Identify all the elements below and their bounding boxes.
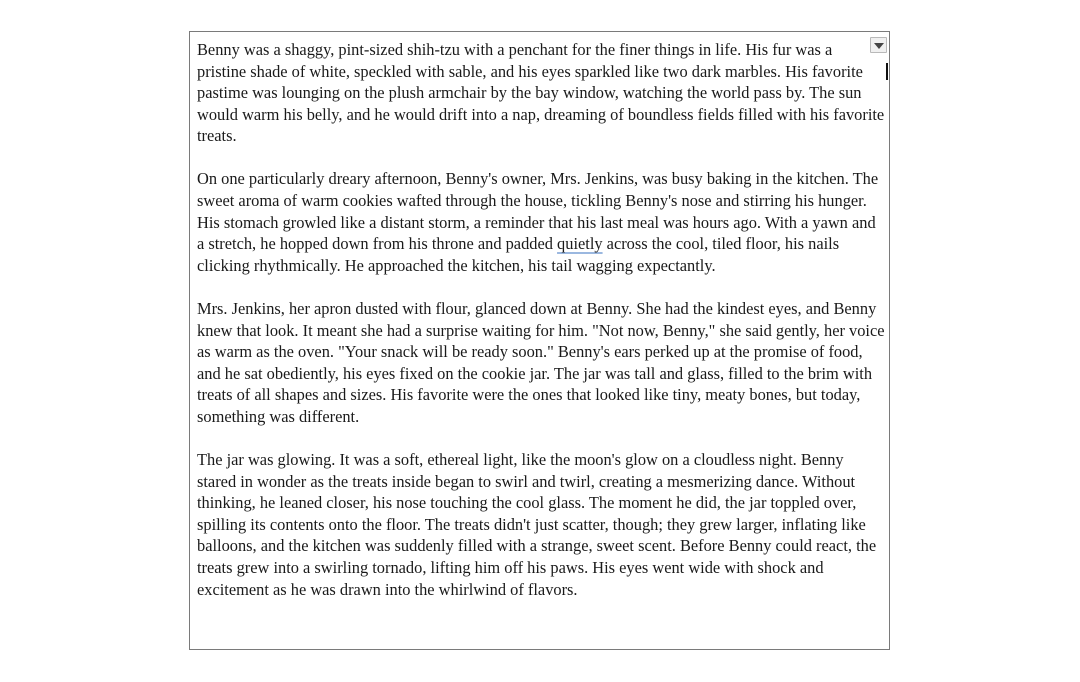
spellcheck-marked-word[interactable]: quietly xyxy=(557,234,603,254)
chevron-down-icon xyxy=(874,43,884,49)
paragraph-2 xyxy=(197,168,885,276)
paragraph-4 xyxy=(197,449,885,600)
paragraph-3 xyxy=(197,298,885,428)
paragraph-4-text: The jar was glowing. It was a soft, ethereal light, like the moon's glow on a cloudless night. Benny stared in wonder as the treats inside began to swirl and twirl, creating a mesmerizing dance. Without thinking, he leaned closer, his nose touching the cool glass. The moment he did, the jar toppled over, spilling its contents onto the floor. The treats didn't just scatter, though; they grew larger, inflating like balloons, and the kitchen was suddenly filled with a strange, sweet scent. Before Benny could react, the treats grew into a swirling tornado, lifting him off his paws. His eyes went wide with shock and excitement as he was drawn into the whirlwind of flavors. xyxy=(197,450,877,599)
paragraph-1 xyxy=(197,39,885,147)
text-cursor xyxy=(886,63,888,80)
paragraph-2-text-start: On one particularly dreary afternoon, Benny's owner, Mrs. Jenkins, was busy baking in the kitchen. The sweet aroma of warm cookies wafted through the house, tickling Benny's nose and stirring his hunger. His stomach growled like a distant storm, a reminder that his last meal was hours ago. With a yawn and a stretch, he hopped down from his throne and padded xyxy=(197,169,879,254)
paragraph-3-text: Mrs. Jenkins, her apron dusted with flour, glanced down at Benny. She had the kindest eyes, and Benny knew that look. It meant she had a surprise waiting for him. "Not now, Benny," she said gently, her voice as warm as the oven. "Your snack will be ready soon." Benny's ears perked up at the promise of food, and he sat obediently, his eyes fixed on the cookie jar. The jar was tall and glass, filled to the brim with treats of all shapes and sizes. His favorite were the ones that looked like tiny, meaty bones, but today, something was different. xyxy=(197,298,885,426)
paragraph-2-text-end: across the cool, tiled floor, his nails clicking rhythmically. He approached the kitchen, his tail wagging expectantly. xyxy=(197,234,840,275)
document-body[interactable] xyxy=(197,39,885,622)
options-dropdown-button[interactable] xyxy=(870,37,887,53)
paragraph-1-text: Benny was a shaggy, pint-sized shih-tzu with a penchant for the finer things in life. His fur was a pristine shade of white, speckled with sable, and his eyes sparkled like two dark marbles. His favorite pastime was lounging on the plush armchair by the bay window, watching the world pass by. The sun would warm his belly, and he would drift into a nap, dreaming of boundless fields filled with his favorite treats. xyxy=(197,40,885,146)
text-editor[interactable] xyxy=(189,31,890,650)
